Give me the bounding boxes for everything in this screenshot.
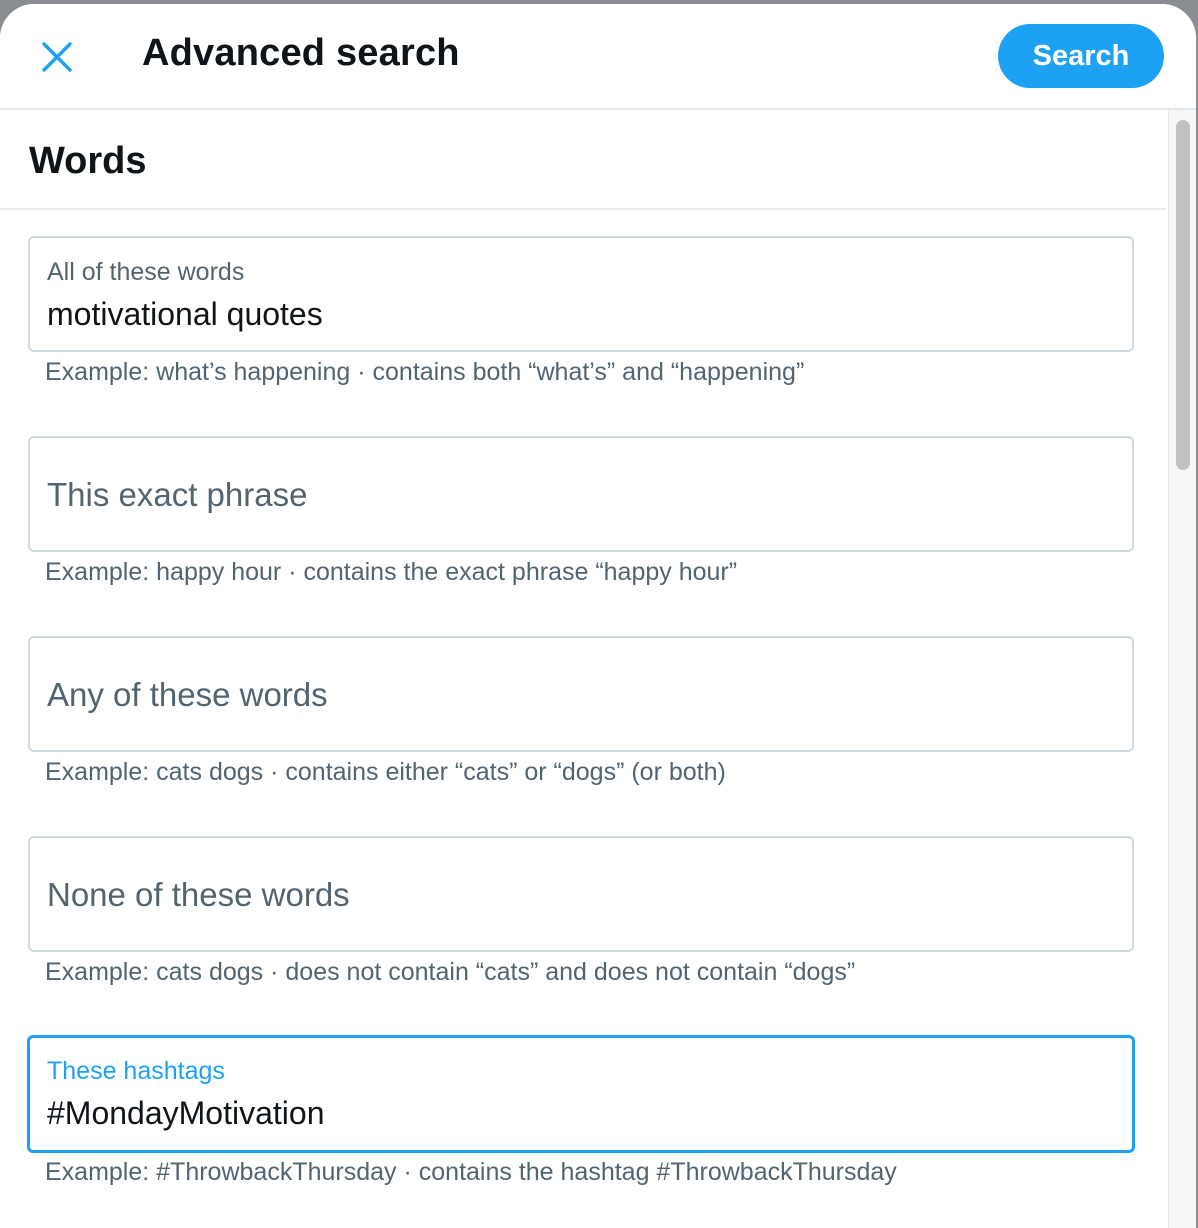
- close-icon: [40, 40, 74, 74]
- scrollbar-thumb[interactable]: [1176, 120, 1190, 470]
- close-button[interactable]: [30, 30, 84, 84]
- exact-phrase-placeholder: This exact phrase: [47, 476, 308, 513]
- any-words-field[interactable]: [28, 636, 1134, 752]
- all-words-hint: Example: what’s happening · contains both “what’s” and “happening”: [45, 358, 805, 386]
- any-words-placeholder: Any of these words: [47, 676, 328, 713]
- none-words-placeholder: None of these words: [47, 876, 350, 913]
- modal-content: [0, 110, 1168, 1228]
- advanced-search-modal: [0, 4, 1196, 1228]
- scrollbar[interactable]: [1168, 110, 1196, 1228]
- page-title: Advanced search: [142, 32, 460, 74]
- any-words-hint: Example: cats dogs · contains either “cats” or “dogs” (or both): [45, 758, 726, 786]
- search-button[interactable]: Search: [998, 24, 1164, 88]
- section-title: Words: [29, 140, 147, 182]
- all-words-field[interactable]: [28, 236, 1134, 352]
- hashtags-field[interactable]: [27, 1035, 1135, 1153]
- modal-header: [0, 4, 1196, 110]
- all-words-value: motivational quotes: [47, 296, 323, 332]
- all-words-label: All of these words: [47, 258, 245, 286]
- words-section-header: [0, 110, 1166, 210]
- exact-phrase-hint: Example: happy hour · contains the exact phrase “happy hour”: [45, 558, 738, 586]
- none-words-field[interactable]: [28, 836, 1134, 952]
- exact-phrase-field[interactable]: [28, 436, 1134, 552]
- hashtags-hint: Example: #ThrowbackThursday · contains the hashtag #ThrowbackThursday: [45, 1158, 897, 1186]
- hashtags-label: These hashtags: [47, 1057, 225, 1085]
- hashtags-value: #MondayMotivation: [47, 1095, 325, 1131]
- none-words-hint: Example: cats dogs · does not contain “cats” and does not contain “dogs”: [45, 958, 856, 986]
